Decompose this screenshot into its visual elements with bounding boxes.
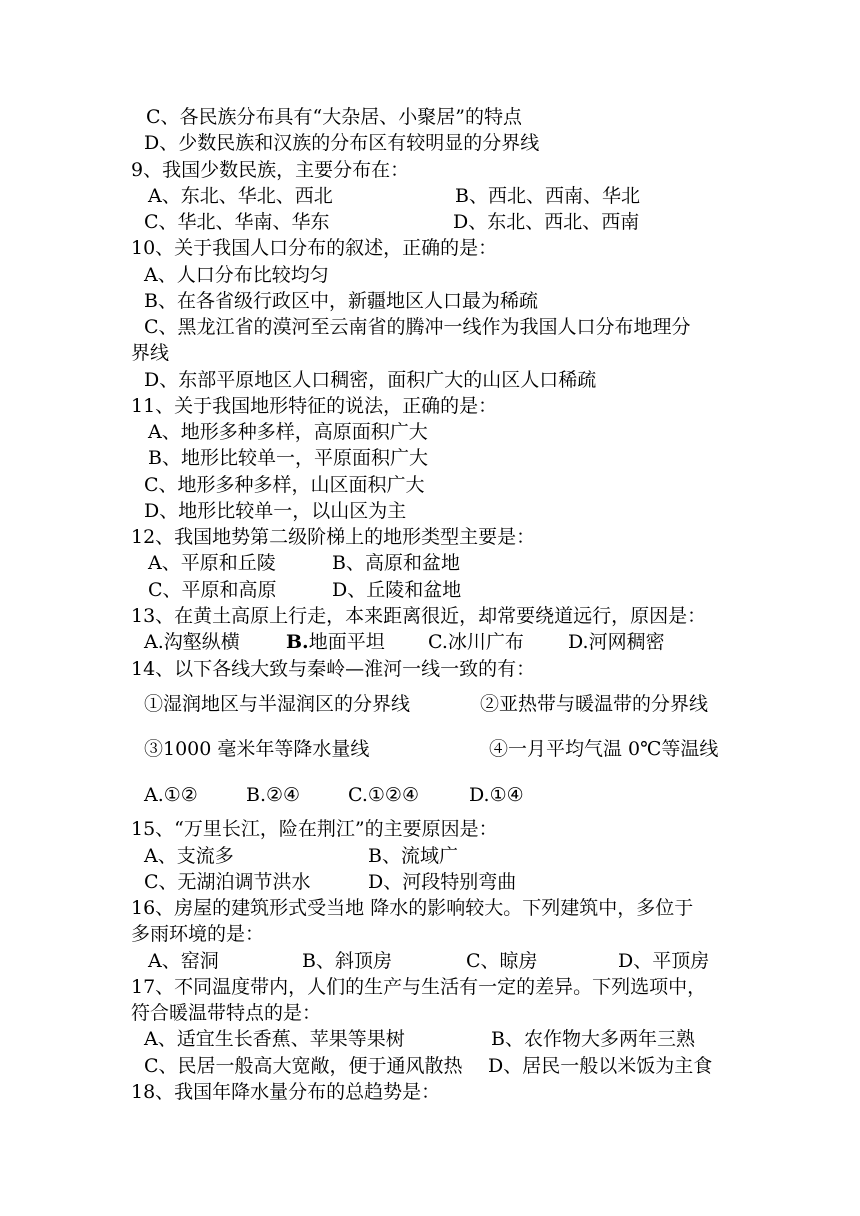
q13-option-d: D.河网稠密 (568, 631, 665, 653)
question-14: 14、以下各线大致与秦岭—淮河一线一致的有： (131, 658, 536, 680)
option-d-statement: D、少数民族和汉族的分布区有较明显的分界线 (144, 132, 540, 154)
option-c-statement: C、各民族分布具有“大杂居、小聚居”的特点 (146, 106, 522, 128)
q10-option-a: A、人口分布比较均匀 (144, 264, 329, 286)
question-11: 11、关于我国地形特征的说法，正确的是： (131, 395, 498, 417)
q11-option-d: D、地形比较单一，以山区为主 (144, 500, 407, 522)
q15-option-b: B、流域广 (368, 845, 458, 867)
q14-item-3: ③1000 毫米年等降水量线 (144, 738, 370, 760)
q16-option-d: D、平顶房 (618, 950, 710, 972)
q12-option-a: A、平原和丘陵 (148, 552, 276, 574)
question-16-line2: 多雨环境的是： (131, 923, 265, 945)
q16-option-c: C、晾房 (466, 950, 538, 972)
question-17-line2: 符合暖温带特点的是： (131, 1002, 322, 1024)
q10-option-c-line2: 界线 (131, 342, 170, 364)
question-16-line1: 16、房屋的建筑形式受当地 降水的影响较大。下列建筑中，多位于 (131, 897, 694, 919)
question-17-line1: 17、不同温度带内，人们的生产与生活有一定的差异。下列选项中， (131, 976, 707, 998)
q11-option-b: B、地形比较单一，平原面积广大 (148, 447, 428, 469)
q12-option-b: B、高原和盆地 (332, 552, 460, 574)
q15-option-d: D、河段特别弯曲 (368, 871, 517, 893)
q11-option-c: C、地形多种多样，山区面积广大 (144, 474, 425, 496)
question-12: 12、我国地势第二级阶梯上的地形类型主要是： (131, 526, 536, 548)
q15-option-c: C、无湖泊调节洪水 (144, 871, 311, 893)
q11-option-a: A、地形多种多样，高原面积广大 (148, 421, 428, 443)
q15-option-a: A、支流多 (144, 845, 234, 867)
q12-option-d: D、丘陵和盆地 (332, 579, 462, 601)
question-9: 9、我国少数民族，主要分布在： (131, 159, 410, 181)
q14-item-2: ②亚热带与暖温带的分界线 (480, 693, 709, 715)
q13-option-a: A.沟壑纵横 (144, 631, 240, 653)
q10-option-d: D、东部平原地区人口稠密，面积广大的山区人口稀疏 (144, 369, 597, 391)
q9-option-b: B、西北、西南、华北 (455, 185, 640, 207)
q10-option-c-line1: C、黑龙江省的漠河至云南省的腾冲一线作为我国人口分布地理分 (144, 316, 691, 338)
question-18: 18、我国年降水量分布的总趋势是： (131, 1081, 441, 1103)
question-13: 13、在黄土高原上行走，本来距离很近，却常要绕道远行，原因是： (131, 605, 707, 627)
q12-option-c: C、平原和高原 (148, 579, 277, 601)
q17-option-c: C、民居一般高大宽敞，便于通风散热 (144, 1055, 463, 1077)
question-10: 10、关于我国人口分布的叙述，正确的是： (131, 237, 498, 259)
q17-option-a: A、适宜生长香蕉、苹果等果树 (144, 1028, 405, 1050)
question-15: 15、“万里长江，险在荆江”的主要原因是： (131, 818, 498, 840)
q9-option-a: A、东北、华北、西北 (148, 185, 333, 207)
q14-option-a: A.①② (144, 784, 198, 806)
q14-option-d: D.①④ (469, 784, 524, 806)
q14-item-4: ④一月平均气温 0℃等温线 (489, 738, 719, 760)
q10-option-b: B、在各省级行政区中，新疆地区人口最为稀疏 (144, 290, 538, 312)
q9-option-c: C、华北、华南、华东 (144, 211, 330, 233)
q16-option-a: A、窑洞 (148, 950, 219, 972)
q13-option-b: B.地面平坦 (286, 631, 385, 653)
q17-option-b: B、农作物大多两年三熟 (491, 1028, 695, 1050)
q14-item-1: ①湿润地区与半湿润区的分界线 (144, 693, 411, 715)
q16-option-b: B、斜顶房 (302, 950, 392, 972)
q13-option-b-text: 地面平坦 (308, 631, 385, 653)
q9-option-d: D、东北、西北、西南 (453, 211, 640, 233)
q17-option-d: D、居民一般以米饭为主食 (488, 1055, 713, 1077)
q14-option-b: B.②④ (246, 784, 301, 806)
q14-option-c: C.①②④ (348, 784, 419, 806)
q13-option-c: C.冰川广布 (428, 631, 524, 653)
